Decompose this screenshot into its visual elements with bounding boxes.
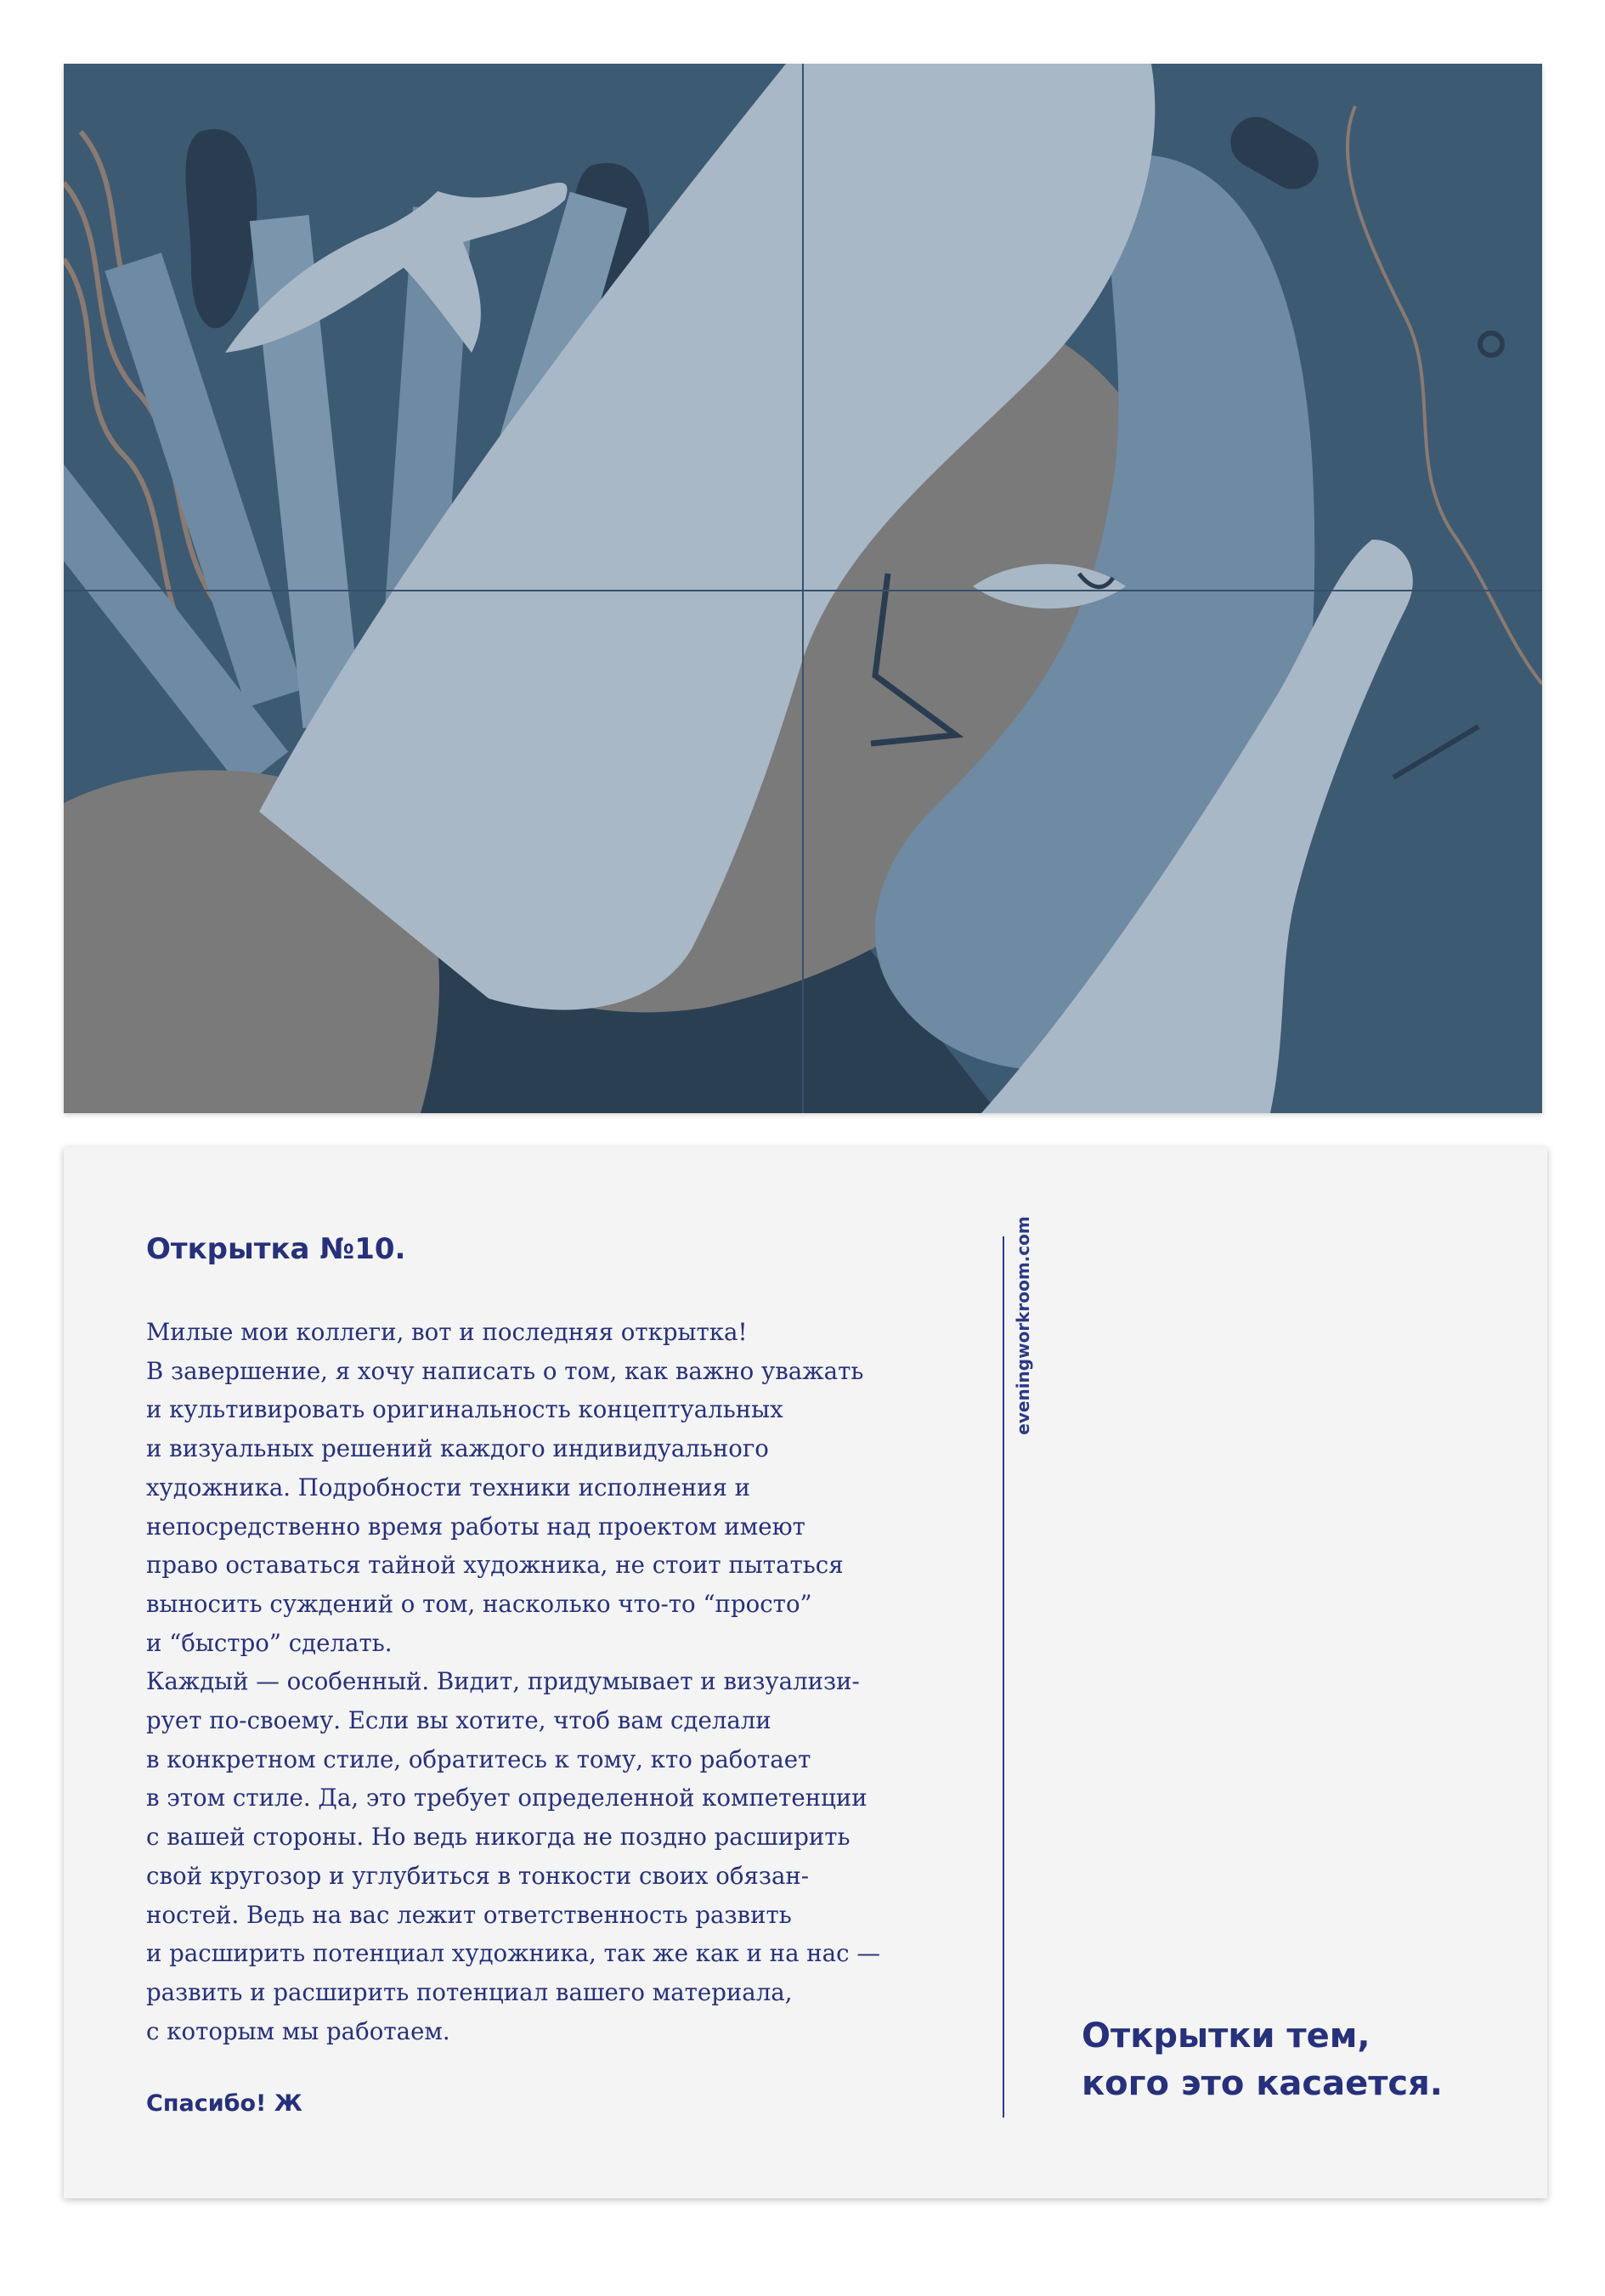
postcard-title: Открытка №10. — [146, 1232, 406, 1266]
letter-line: развить и расширить потенциал вашего материала, — [146, 1977, 793, 2006]
vertical-divider — [1003, 1236, 1004, 2118]
letter-line: и культивировать оригинальность концептуальных — [146, 1395, 783, 1424]
letter-body — [146, 1313, 996, 2050]
slogan — [1082, 2012, 1443, 2107]
postcard-back — [64, 1147, 1547, 2198]
letter-line: свой кругозор и углубиться в тонкости своих обязан- — [146, 1861, 810, 1890]
letter-line: с вашей стороны. Но ведь никогда не поздно расширить — [146, 1823, 851, 1852]
letter-line: В завершение, я хочу написать о том, как важно уважать — [146, 1356, 864, 1385]
letter-line: в конкретном стиле, обратитесь к тому, кто работает — [146, 1745, 811, 1773]
letter-line: Милые мои коллеги, вот и последняя открытка! — [146, 1318, 748, 1346]
letter-line: выносить суждений о том, насколько что-то “просто” — [146, 1589, 812, 1618]
signature: Спасибо! Ж — [146, 2090, 302, 2117]
letter-line: и расширить потенциал художника, так же как и на нас — — [146, 1939, 880, 1968]
letter-line: художника. Подробности техники исполнения и — [146, 1473, 751, 1501]
letter-line: и визуальных решений каждого индивидуального — [146, 1434, 769, 1463]
letter-line: с которым мы работаем. — [146, 2016, 450, 2045]
abstract-face-illustration — [64, 64, 1542, 1113]
letter-line: право оставаться тайной художника, не стоит пытаться — [146, 1551, 844, 1580]
letter-line: ностей. Ведь на вас лежит ответственность развить — [146, 1900, 792, 1929]
illustration-panel — [64, 64, 1542, 1113]
slogan-line: кого это касается. — [1082, 2064, 1443, 2103]
website-link[interactable]: eveningworkroom.com — [1013, 1216, 1033, 1435]
letter-line: в этом стиле. Да, это требует определенной компетенции — [146, 1784, 867, 1812]
slogan-line: Открытки тем, — [1082, 2016, 1370, 2056]
letter-line: рует по-своему. Если вы хотите, чтоб вам сделали — [146, 1706, 771, 1735]
letter-line: непосредственно время работы над проектом имеют — [146, 1512, 805, 1541]
letter-line: Каждый — особенный. Видит, придумывает и визуализи- — [146, 1667, 860, 1696]
letter-line: и “быстро” сделать. — [146, 1628, 393, 1657]
